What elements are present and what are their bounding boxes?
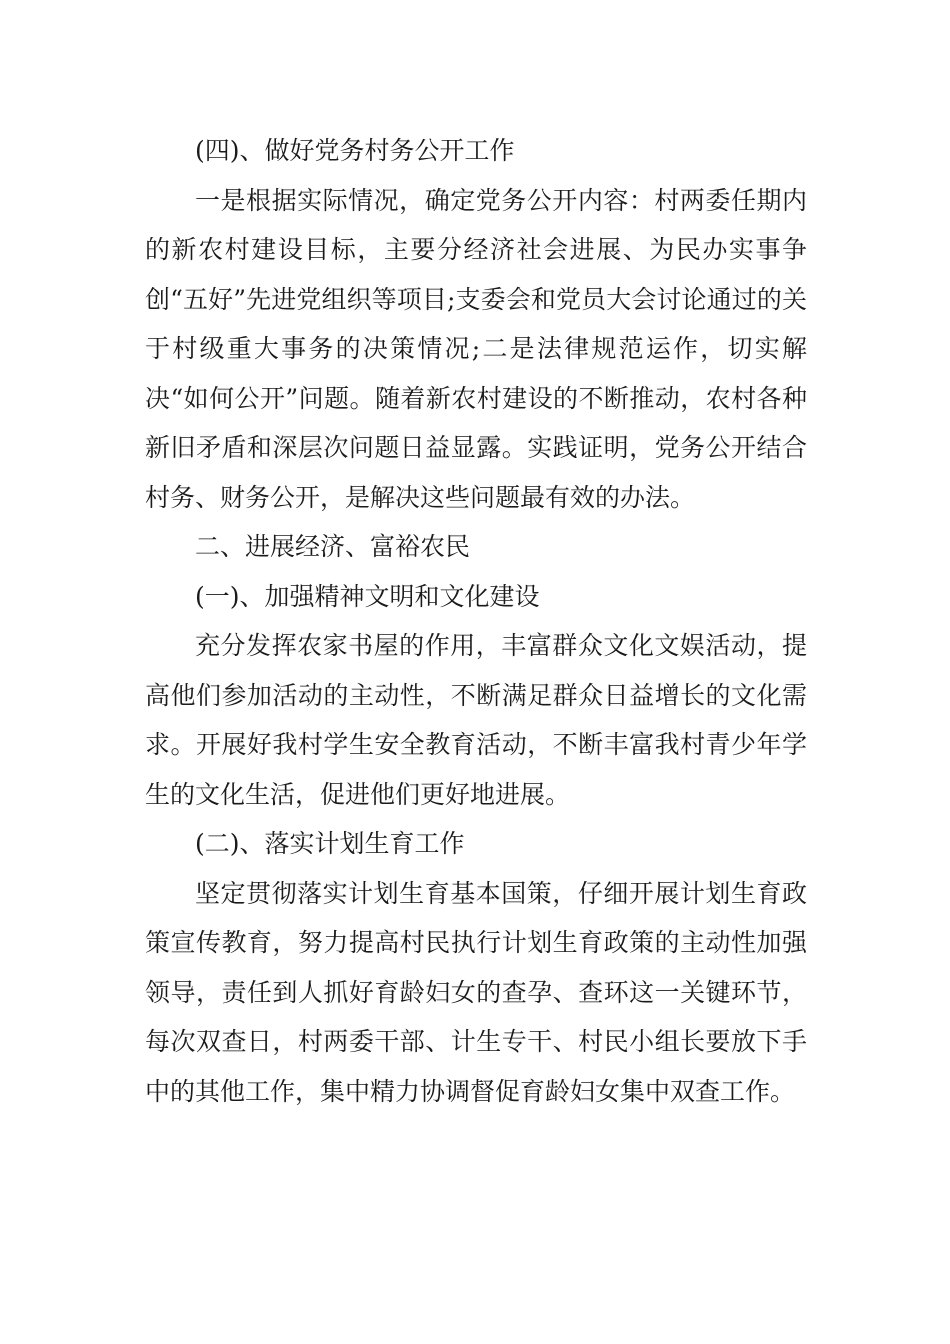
- paragraph-spiritual-civilization: 充分发挥农家书屋的作用，丰富群众文化文娱活动，提高他们参加活动的主动性，不断满足群众日益增长的文化需求。开展好我村学生安全教育活动，不断丰富我村青少年学生的文化生活，促进他们更好地进展。: [145, 631, 807, 809]
- section-heading-spiritual-civilization: (一)、加强精神文明和文化建设: [195, 581, 540, 611]
- paragraph-party-affairs-disclosure: 一是根据实际情况，确定党务公开内容：村两委任期内的新农村建设目标，主要分经济社会进展、为民办实事争创“五好”先进党组织等项目;支委会和党员大会讨论通过的关于村级重大事务的决策情况;二是法律规范运作，切实解决“如何公开”问题。随着新农村建设的不断推动，农村各种新旧矛盾和深层次问题日益显露。实践证明，党务公开结合村务、财务公开，是解决这些问题最有效的办法。: [145, 185, 807, 512]
- document-body: [145, 126, 807, 1116]
- section-heading-family-planning: (二)、落实计划生育工作: [195, 829, 465, 858]
- section-heading-party-affairs-disclosure: (四)、做好党务村务公开工作: [195, 136, 515, 165]
- paragraph-family-planning: 坚定贯彻落实计划生育基本国策，仔细开展计划生育政策宣传教育，努力提高村民执行计划生育政策的主动性加强领导，责任到人抓好育龄妇女的查孕、查环这一关键环节，每次双查日，村两委干部、计生专干、村民小组长要放下手中的其他工作，集中精力协调督促育龄妇女集中双查工作。: [145, 878, 807, 1106]
- section-heading-develop-economy: 二、进展经济、富裕农民: [195, 532, 471, 561]
